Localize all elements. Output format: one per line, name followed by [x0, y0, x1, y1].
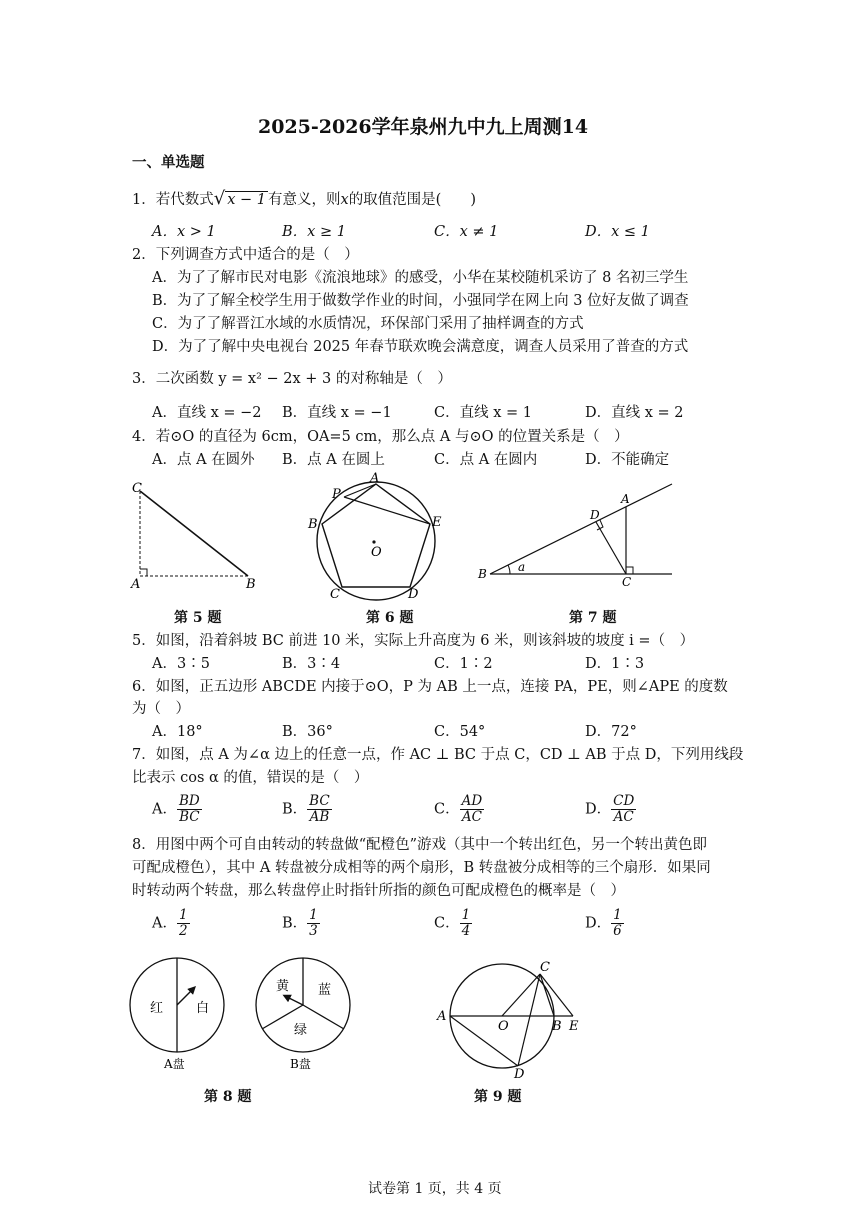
q8-b-den: 3: [309, 923, 318, 939]
q8-a-fraction: [177, 908, 190, 939]
question-7-stem-line-1: 7．如图，点 A 为∠α 边上的任意一点，作 AC ⊥ BC 于点 C，CD ⊥ AB 于点 D，下列用线段: [132, 747, 744, 763]
fig5-label-c: C: [132, 481, 142, 496]
question-8-stem-line-3: 时转动两个转盘，那么转盘停止时指针所指的颜色可配成橙色的概率是（ ）: [132, 883, 625, 899]
fig7-angle-arc: [508, 565, 510, 574]
q5-option-b: B．3∶4: [282, 656, 341, 672]
fig7-label-b: B: [478, 567, 487, 581]
page-title: 2025-2026学年泉州九中九上周测14: [258, 116, 589, 138]
q4-option-b: B．点 A 在圆上: [282, 452, 385, 468]
q7-option-c: [434, 794, 484, 825]
question-4-stem: 4．若⊙O 的直径为 6cm，OA=5 cm，那么点 A 与⊙O 的位置关系是（ ）: [132, 429, 629, 445]
question-8-stem-line-1: 8．用图中两个可自由转动的转盘做“配橙色”游戏（其中一个转出红色，另一个转出黄色即: [132, 837, 708, 853]
q7-option-a: [152, 794, 202, 825]
q8-c-den: 4: [461, 923, 471, 939]
q8-option-a: [152, 908, 190, 939]
figure-8-caption: 第 8 题: [204, 1089, 252, 1105]
q1-option-c: C．x ≠ 1: [434, 224, 499, 240]
q2-option-a: A．为了了解市民对电影《流浪地球》的感受，小华在某校随机采访了 8 名初三学生: [152, 270, 689, 286]
q8-a-label: A．: [152, 915, 177, 932]
q7-d-num: CD: [613, 793, 635, 809]
fig8-disc-b-pointer: [285, 996, 303, 1005]
fig6-label-c: C: [330, 587, 340, 602]
q7-c-label: C．: [434, 801, 460, 818]
fig6-label-e: E: [432, 515, 442, 530]
q4-option-c: C．点 A 在圆内: [434, 452, 538, 468]
q7-d-den: AC: [613, 809, 634, 825]
q7-b-fraction: [307, 794, 332, 825]
q8-d-label: D．: [585, 915, 612, 932]
q7-a-den: BC: [179, 809, 200, 825]
q6-option-c: C．54°: [434, 724, 486, 740]
q1-radicand: x − 1: [227, 192, 266, 208]
fig9-label-c: C: [540, 960, 550, 975]
q2-option-c: C．为了了解晋江水域的水质情况，环保部门采用了抽样调查的方式: [152, 316, 584, 332]
q8-d-fraction: [611, 908, 624, 939]
q1-var: x: [340, 192, 349, 208]
figure-7-caption: 第 7 题: [569, 610, 617, 626]
q6-option-b: B．36°: [282, 724, 333, 740]
fig7-label-alpha: a: [518, 560, 526, 574]
fig9-label-a: A: [437, 1009, 447, 1024]
q7-b-den: AB: [309, 809, 330, 825]
fig6-label-a: A: [370, 471, 380, 486]
q8-a-num: 1: [178, 907, 188, 923]
fig9-label-b: B: [552, 1019, 562, 1034]
fig6-label-p: P: [332, 487, 341, 502]
fig8-disc-b-divider-3: [303, 1005, 344, 1029]
q7-option-b: [282, 794, 332, 825]
q5-option-c: C．1∶2: [434, 656, 493, 672]
section-heading: 一、单选题: [132, 154, 205, 171]
fig9-label-e: E: [569, 1019, 579, 1034]
q3-option-b: B．直线 x = −1: [282, 405, 392, 421]
figure-5-caption: 第 5 题: [174, 610, 222, 626]
fig8-label-disc-a: A盘: [164, 1057, 185, 1071]
question-6-stem-line-1: 6．如图，正五边形 ABCDE 内接于⊙O，P 为 AB 上一点，连接 PA，PE，则∠APE 的度数: [132, 679, 728, 695]
q7-a-num: BD: [178, 793, 200, 809]
q8-option-b: [282, 908, 320, 939]
q7-option-d: [585, 794, 636, 825]
fig8-label-disc-b: B盘: [290, 1057, 311, 1071]
q7-d-label: D．: [585, 801, 612, 818]
q1-stem-c: 的取值范围是( ): [348, 192, 477, 208]
fig9-segment-ce: [540, 974, 573, 1016]
fig8-label-green: 绿: [294, 1023, 308, 1038]
q8-c-fraction: [460, 908, 473, 939]
q8-b-label: B．: [282, 915, 308, 932]
figure-6-caption: 第 6 题: [366, 610, 414, 626]
fig5-label-a: A: [131, 577, 141, 592]
q3-option-a: A．直线 x = −2: [152, 405, 262, 421]
figure-9: [430, 958, 590, 1080]
fig8-label-blue: 蓝: [318, 983, 332, 998]
question-1-stem: [132, 190, 476, 209]
question-5-stem: 5．如图，沿着斜坡 BC 前进 10 米，实际上升高度为 6 米，则该斜坡的坡度 i =（ ）: [132, 633, 695, 649]
fig7-right-angle-c: [626, 567, 633, 574]
fig5-right-angle: [140, 569, 147, 576]
question-8-stem-line-2: 可配成橙色），其中 A 转盘被分成相等的两个扇形，B 转盘被分成相等的三个扇形．如果同: [132, 860, 711, 876]
fig6-label-o: O: [371, 545, 382, 560]
fig7-label-a: A: [621, 492, 630, 506]
q4-option-a: A．点 A 在圆外: [152, 452, 255, 468]
q1-option-d: D．x ≤ 1: [585, 224, 650, 240]
q8-c-label: C．: [434, 915, 460, 932]
q7-c-fraction: [460, 794, 485, 825]
fig6-segment-pe: [344, 497, 430, 524]
fig6-center-dot: [372, 540, 375, 543]
fig5-label-b: B: [246, 577, 256, 592]
q8-d-den: 6: [613, 923, 622, 939]
figure-8: [120, 950, 360, 1080]
q5-option-a: A．3∶5: [152, 656, 210, 672]
q7-b-num: BC: [309, 793, 330, 809]
question-3-stem: 3．二次函数 y = x² − 2x + 3 的对称轴是（ ）: [132, 371, 452, 387]
q8-d-num: 1: [613, 907, 622, 923]
q2-option-b: B．为了了解全校学生用于做数学作业的时间，小强同学在网上向 3 位好友做了调查: [152, 293, 689, 309]
fig9-segment-oc: [502, 974, 540, 1016]
question-7-stem-line-2: 比表示 cos α 的值，错误的是（ ）: [132, 770, 369, 786]
q5-option-d: D．1∶3: [585, 656, 645, 672]
q7-c-num: AD: [461, 793, 483, 809]
q8-a-den: 2: [178, 923, 188, 939]
q7-d-fraction: [611, 794, 636, 825]
fig9-segment-cb: [540, 974, 554, 1016]
fig7-label-c: C: [622, 575, 632, 586]
q7-a-label: A．: [152, 801, 177, 818]
q7-c-den: AC: [461, 809, 482, 825]
q7-a-fraction: [177, 794, 202, 825]
q1-stem-b: 有意义，则: [268, 192, 341, 208]
fig5-slope-cb: [140, 491, 248, 576]
q4-option-d: D．不能确定: [585, 452, 670, 468]
q8-c-num: 1: [461, 907, 471, 923]
q3-option-d: D．直线 x = 2: [585, 405, 684, 421]
fig6-label-d: D: [408, 587, 419, 602]
q1-option-b: B．x ≥ 1: [282, 224, 346, 240]
fig7-segment-cd: [596, 522, 626, 574]
figure-6: [300, 470, 450, 605]
figure-7: [476, 478, 676, 586]
q3-option-c: C．直线 x = 1: [434, 405, 532, 421]
q8-b-num: 1: [309, 907, 318, 923]
fig8-label-red: 红: [150, 1001, 164, 1016]
q6-option-d: D．72°: [585, 724, 637, 740]
q1-stem-a: 1．若代数式: [132, 192, 214, 208]
sqrt-symbol: √: [213, 188, 226, 209]
q6-option-a: A．18°: [152, 724, 203, 740]
figure-5: [120, 476, 270, 596]
fig9-segment-cd: [518, 974, 540, 1066]
question-2-stem: 2．下列调查方式中适合的是（ ）: [132, 247, 359, 263]
q1-option-a: A．x > 1: [152, 224, 216, 240]
q8-option-d: [585, 908, 624, 939]
fig8-disc-a-pointer: [177, 988, 194, 1005]
fig8-label-yellow: 黄: [276, 979, 290, 994]
figure-9-caption: 第 9 题: [474, 1089, 522, 1105]
page-footer: 试卷第 1 页，共 4 页: [368, 1181, 502, 1197]
q8-option-c: [434, 908, 472, 939]
fig7-label-d: D: [590, 508, 600, 522]
q7-b-label: B．: [282, 801, 308, 818]
fig6-label-b: B: [308, 517, 318, 532]
q8-b-fraction: [307, 908, 320, 939]
fig8-label-white: 白: [196, 1001, 210, 1016]
fig9-label-o: O: [498, 1019, 509, 1034]
q2-option-d: D．为了了解中央电视台 2025 年春节联欢晚会满意度，调查人员采用了普查的方式: [152, 339, 689, 355]
fig9-label-d: D: [514, 1067, 525, 1080]
question-6-stem-line-2: 为（ ）: [132, 701, 190, 717]
